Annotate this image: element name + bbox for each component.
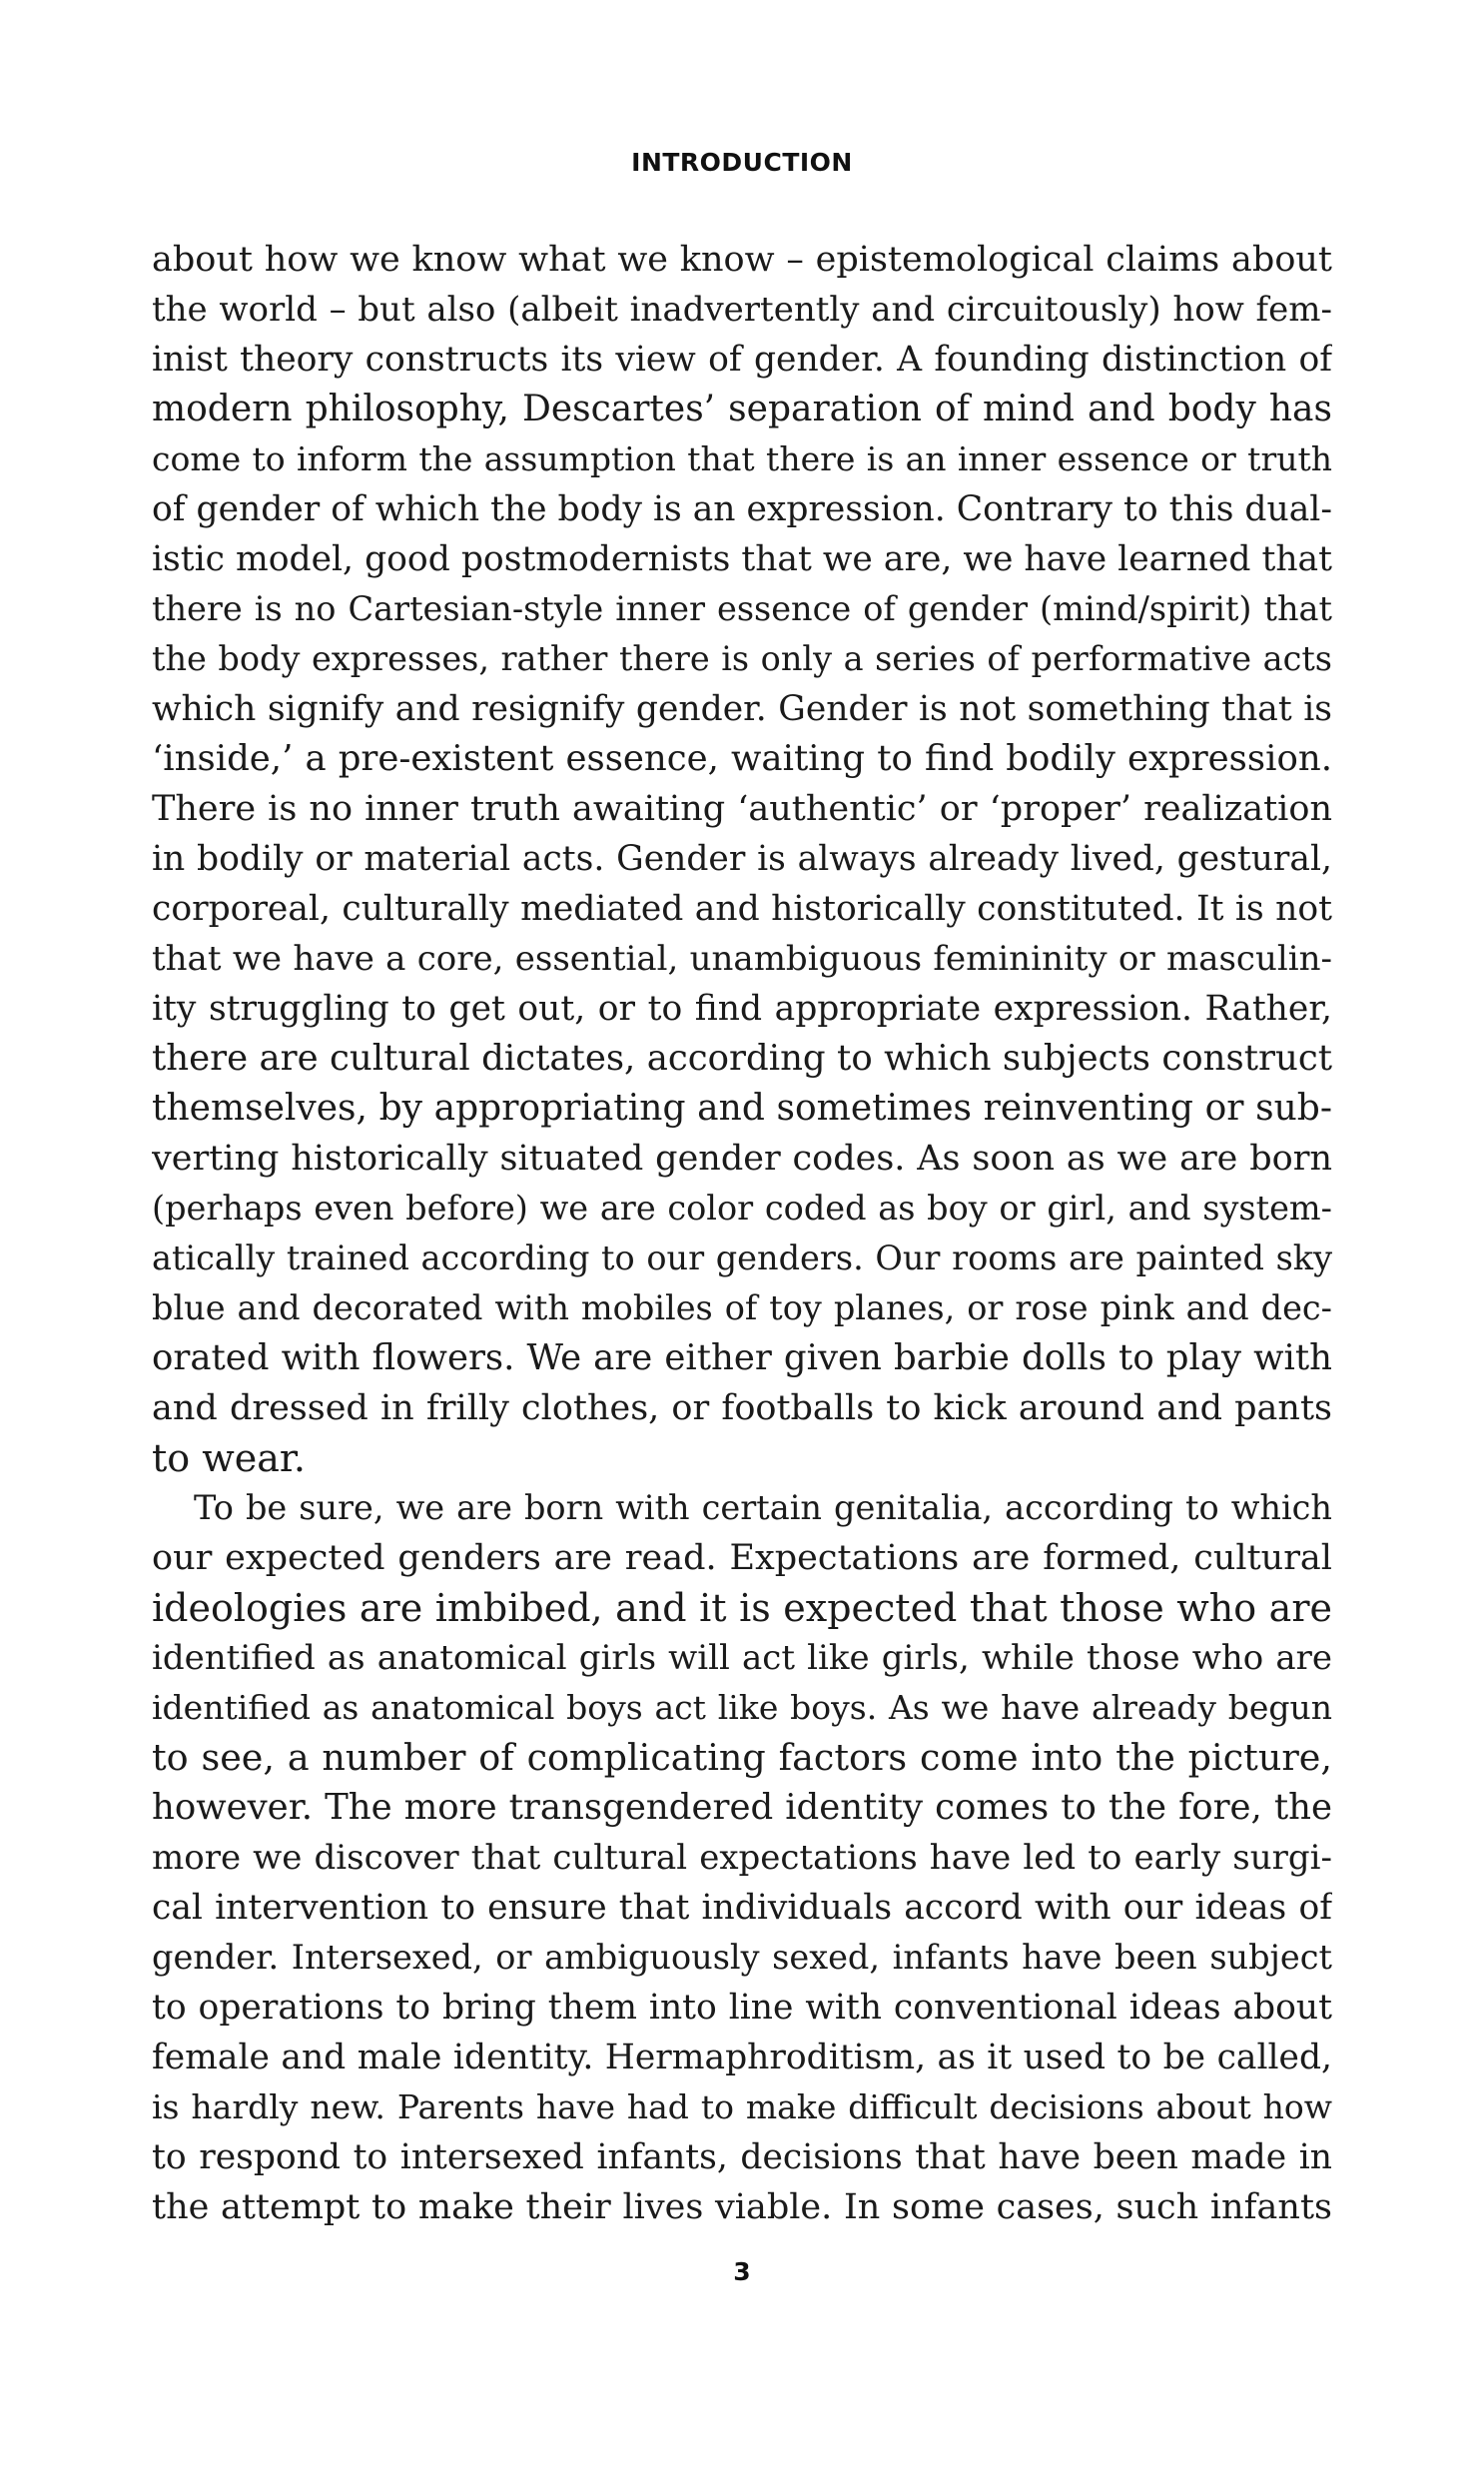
page-number: 3 xyxy=(733,2257,751,2286)
text-line: verting historically situated gender codes. As soon as we are born xyxy=(152,1139,1332,1179)
text-line: cal intervention to ensure that individuals accord with our ideas of xyxy=(152,1888,1332,1928)
text-line: to see, a number of complicating factors come into the picture, xyxy=(152,1736,1332,1779)
text-line: ity struggling to get out, or to find appropriate expression. Rather, xyxy=(152,989,1332,1029)
text-line: orated with flowers. We are either given barbie dolls to play with xyxy=(152,1337,1332,1378)
text-line: more we discover that cultural expectations have led to early surgi- xyxy=(152,1838,1332,1878)
text-line: To be sure, we are born with certain genitalia, according to which xyxy=(194,1488,1332,1527)
paragraph xyxy=(152,1483,1332,2232)
text-line: blue and decorated with mobiles of toy planes, or rose pink and dec- xyxy=(152,1288,1332,1327)
text-line: about how we know what we know – epistemological claims about xyxy=(152,240,1332,280)
text-line: to respond to intersexed infants, decisions that have been made in xyxy=(152,2137,1332,2177)
text-line: ‘inside,’ a pre-existent essence, waiting to find bodily expression. xyxy=(152,738,1332,779)
text-line: There is no inner truth awaiting ‘authentic’ or ‘proper’ realization xyxy=(152,789,1332,829)
text-line: modern philosophy, Descartes’ separation of mind and body has xyxy=(152,389,1332,429)
text-line: the body expresses, rather there is only a series of performative acts xyxy=(152,639,1332,678)
running-head: INTRODUCTION xyxy=(631,148,853,177)
text-line: that we have a core, essential, unambiguous femininity or masculin- xyxy=(152,939,1332,979)
body-text xyxy=(152,235,1332,2232)
text-line: identified as anatomical boys act like boys. As we have already begun xyxy=(152,1688,1332,1727)
text-line: atically trained according to our genders. Our rooms are painted sky xyxy=(152,1238,1332,1277)
text-line: corporeal, culturally mediated and historically constituted. It is not xyxy=(152,889,1332,929)
text-line: identified as anatomical girls will act like girls, while those who are xyxy=(152,1638,1332,1678)
text-line: come to inform the assumption that there is an inner essence or truth xyxy=(152,439,1332,478)
text-line: themselves, by appropriating and sometimes reinventing or sub- xyxy=(152,1088,1332,1129)
text-line: of gender of which the body is an expression. Contrary to this dual- xyxy=(152,489,1332,529)
paragraph xyxy=(152,235,1332,1483)
text-line: gender. Intersexed, or ambiguously sexed, infants have been subject xyxy=(152,1938,1332,1977)
text-line: female and male identity. Hermaphroditism, as it used to be called, xyxy=(152,2038,1332,2077)
text-line: in bodily or material acts. Gender is always already lived, gestural, xyxy=(152,839,1332,879)
text-line: the world – but also (albeit inadvertently and circuitously) how fem- xyxy=(152,290,1332,330)
text-line: and dressed in frilly clothes, or footballs to kick around and pants xyxy=(152,1388,1332,1428)
text-line: our expected genders are read. Expectations are formed, cultural xyxy=(152,1538,1332,1578)
text-line: ideologies are imbibed, and it is expected that those who are xyxy=(152,1586,1332,1630)
text-line: however. The more transgendered identity comes to the fore, the xyxy=(152,1787,1332,1828)
text-line: which signify and resignify gender. Gender is not something that is xyxy=(152,689,1332,729)
text-line: to wear. xyxy=(152,1436,306,1480)
text-line: to operations to bring them into line with conventional ideas about xyxy=(152,1988,1332,2028)
text-line: there is no Cartesian-style inner essence of gender (mind/spirit) that xyxy=(152,589,1332,628)
text-line: there are cultural dictates, according to which subjects construct xyxy=(152,1038,1332,1079)
text-line: the attempt to make their lives viable. In some cases, such infants xyxy=(152,2187,1332,2227)
text-line: istic model, good postmodernists that we are, we have learned that xyxy=(152,539,1332,579)
text-line: inist theory constructs its view of gender. A founding distinction of xyxy=(152,340,1332,380)
text-line: (perhaps even before) we are color coded as boy or girl, and system- xyxy=(152,1189,1332,1228)
text-line: is hardly new. Parents have had to make difficult decisions about how xyxy=(152,2087,1332,2126)
